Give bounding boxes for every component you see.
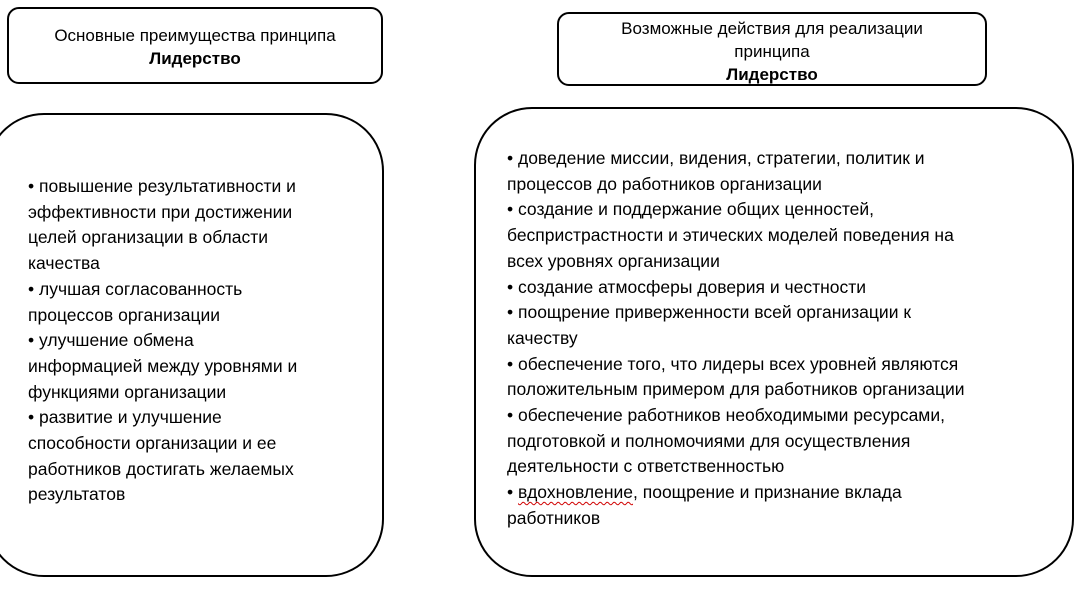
right-title-text-line2: принципа	[734, 42, 810, 61]
right-list-line: • поощрение приверженности всей организации к	[507, 302, 911, 323]
right-list-line: • обеспечение работников необходимыми ресурсами,	[507, 405, 945, 426]
right-actions-list	[507, 146, 965, 532]
left-list-line: • повышение результативности и	[28, 176, 296, 196]
left-list-line: • улучшение обмена	[28, 330, 194, 351]
right-list-line: • обеспечение того, что лидеры всех уровней являются	[507, 353, 959, 374]
right-list-line: положительным примером для работников организации	[507, 379, 965, 400]
left-list-line: результатов	[28, 484, 126, 505]
right-list-line: процессов до работников организации	[507, 173, 822, 194]
right-list-line: • создание и поддержание общих ценностей,	[507, 199, 875, 220]
right-list-line: беспристрастности и этических моделей поведения на	[507, 225, 954, 246]
right-list-line: деятельности с ответственностью	[507, 456, 785, 477]
left-list-line: процессов организации	[28, 304, 221, 325]
right-list-line-inspiration	[507, 480, 965, 506]
right-title-text-line1: Возможные действия для реализации	[621, 19, 923, 38]
left-list-line: работников достигать желаемых	[28, 458, 294, 479]
left-list-line: функциями организации	[28, 381, 227, 402]
right-title-box	[557, 12, 987, 86]
left-list-line: эффективности при достижении	[28, 201, 293, 222]
left-benefits-list	[28, 174, 297, 508]
right-title-bold: Лидерство	[726, 65, 818, 84]
right-list-line: работников	[507, 507, 601, 528]
right-list-line: • создание атмосферы доверия и честности	[507, 276, 867, 297]
left-list-line: качества	[28, 253, 100, 274]
right-list-line: всех уровнях организации	[507, 250, 720, 271]
left-title-text: Основные преимущества принципа	[54, 26, 336, 45]
left-list-line: • развитие и улучшение	[28, 407, 222, 428]
left-list-line: • лучшая согласованность	[28, 278, 243, 299]
left-list-line: информацией между уровнями и	[28, 355, 298, 376]
right-list-line: качеству	[507, 327, 578, 348]
right-list-line: подготовкой и полномочиями для осуществления	[507, 430, 911, 451]
right-list-line-rest: , поощрение и признание вклада	[633, 482, 902, 503]
left-list-line: целей организации в области	[28, 227, 269, 248]
spellcheck-underlined-word: вдохновление	[518, 482, 634, 503]
left-title-bold: Лидерство	[149, 49, 241, 68]
right-list-line: • доведение миссии, видения, стратегии, политик и	[507, 148, 925, 168]
left-title-box	[7, 7, 383, 84]
left-list-line: способности организации и ее	[28, 433, 277, 454]
bullet-text: •	[507, 482, 518, 503]
